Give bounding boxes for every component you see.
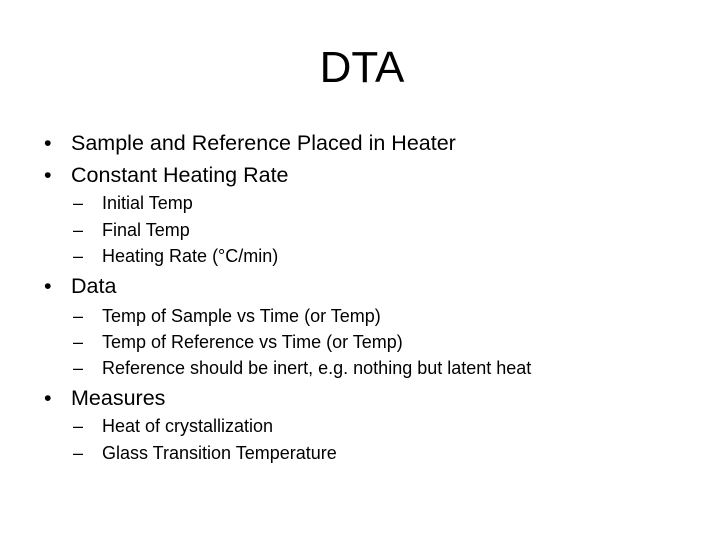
bullet-text: Constant Heating Rate	[71, 163, 289, 187]
sub-bullet-text: Final Temp	[102, 220, 190, 240]
sub-bullet-marker: –	[73, 443, 84, 463]
sub-bullet-marker: –	[73, 358, 84, 378]
bullet-text: Sample and Reference Placed in Heater	[71, 131, 456, 155]
bullet-marker: •	[44, 386, 52, 410]
sub-bullet-marker: –	[73, 246, 84, 266]
sub-bullet-text: Glass Transition Temperature	[102, 443, 337, 463]
sub-bullet-marker: –	[73, 416, 84, 436]
bullet-marker: •	[44, 163, 52, 187]
sub-bullet-marker: –	[73, 220, 84, 240]
sub-bullet-marker: –	[73, 306, 84, 326]
sub-bullet-text: Temp of Reference vs Time (or Temp)	[102, 332, 403, 352]
slide-title-text: DTA	[319, 43, 405, 92]
sub-bullet-text: Heating Rate (°C/min)	[102, 246, 279, 266]
sub-bullet-marker: –	[73, 332, 84, 352]
sub-bullet-marker: –	[73, 193, 84, 213]
sub-bullet-text: Heat of crystallization	[102, 416, 274, 436]
sub-bullet-text: Temp of Sample vs Time (or Temp)	[102, 306, 381, 326]
bullet-text: Data	[71, 274, 117, 298]
slide-title	[0, 42, 720, 94]
bullet-text: Measures	[71, 386, 166, 410]
sub-bullet-text: Reference should be inert, e.g. nothing but latent heat	[102, 358, 532, 378]
bullet-marker: •	[44, 274, 52, 298]
bullet-marker: •	[44, 131, 52, 155]
sub-bullet-text: Initial Temp	[102, 193, 193, 213]
